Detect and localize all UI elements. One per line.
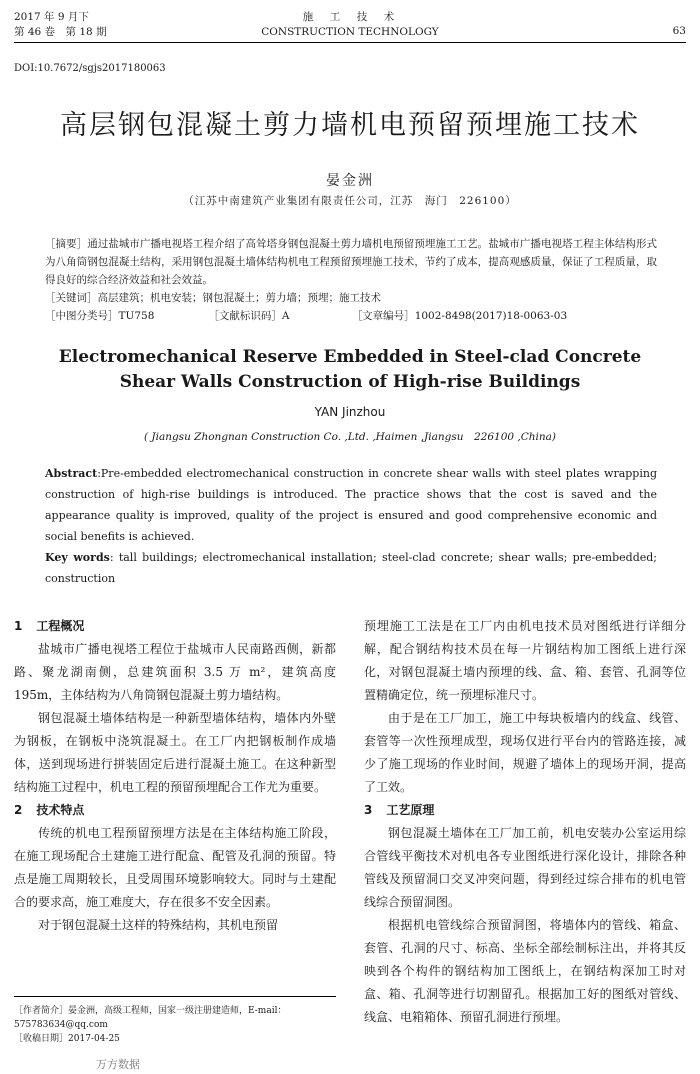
footnote-rule <box>14 996 336 997</box>
title-en <box>0 345 700 395</box>
title-en-line2: Shear Walls Construction of High-rise Buildings <box>119 372 581 392</box>
author-cn: 晏金洲 <box>326 173 374 189</box>
received-date-value: 2017-04-25 <box>68 1034 120 1044</box>
abstract-en-label: Abstract <box>45 467 98 480</box>
section-1-title: 工程概况 <box>36 619 85 633</box>
header-journal <box>0 10 700 40</box>
watermark: 万方数据 <box>96 1058 140 1071</box>
title-cn: 高层钢包混凝土剪力墙机电预留预埋施工技术 <box>60 110 640 141</box>
abstract-en-text: :Pre-embedded electromechanical construction in concrete shear walls with steel plates wrapping construction of high-rise buildings is introduced. The practice shows that the cost is saved and the appearance quality is improved, quality of the project is ensured and good comprehensive economic and social benefits is achieved. <box>45 467 657 543</box>
author-bio-label: ［作者简介］ <box>14 1006 69 1016</box>
clc-item <box>45 307 205 325</box>
article-no-item <box>352 307 567 325</box>
footnote <box>14 1004 336 1046</box>
section-1-number: 1 <box>14 619 23 633</box>
body-column-right <box>364 615 686 1029</box>
keywords-cn-text: 高层建筑；机电安装；钢包混凝土；剪力墙；预埋；施工技术 <box>97 292 381 304</box>
abstract-cn <box>45 235 657 289</box>
clc-value: TU758 <box>118 310 155 322</box>
section-2-paragraph-2-continued: 预埋施工工法是在工厂内由机电技术员对图纸进行详细分解，配合钢结构技术员在每一片钢结构加工图纸上进行深化，对钢包混凝土墙内预埋的线、盒、箱、套管、孔洞等位置精确定位，统一预埋标准尺寸。 <box>364 619 686 702</box>
keywords-en-text: : tall buildings; electromechanical installation; steel-clad concrete; shear walls; pre-embedded; construction <box>45 551 657 585</box>
section-3-number: 3 <box>364 803 373 817</box>
abstract-cn-block <box>45 235 657 325</box>
doc-code-label: ［文献标识码］ <box>208 310 282 322</box>
section-2-paragraph-2: 对于钢包混凝土这样的特殊结构，其机电预留 <box>38 918 279 932</box>
section-1-heading <box>14 615 336 638</box>
abstract-cn-label: ［摘要］ <box>45 238 88 250</box>
doc-code-value: A <box>281 310 290 322</box>
header-journal-cn: 施 工 技 术 <box>302 11 398 23</box>
section-2-title: 技术特点 <box>36 803 85 817</box>
section-2-heading <box>14 799 336 822</box>
doi: DOI:10.7672/sgjs2017180063 <box>14 63 166 74</box>
received-date-label: ［收稿日期］ <box>14 1034 69 1044</box>
section-3-paragraph-2: 根据机电管线综合预留洞图，将墙体内的管线、箱盒、套管、孔洞的尺寸、标高、坐标全部绘制标注出，并将其反映到各个构件的钢结构加工图纸上，在钢结构深加工时对盒、箱、孔洞等进行切割留孔。根据加工好的图纸对管线、线盒、电箱箱体、预留孔洞进行预埋。 <box>364 918 686 1024</box>
title-en-line1: Electromechanical Reserve Embedded in Steel-clad Concrete <box>58 347 642 367</box>
section-3-title: 工艺原理 <box>386 803 435 817</box>
doc-code-item <box>208 307 348 325</box>
article-no-value: 1002-8498(2017)18-0063-03 <box>414 310 568 322</box>
header-journal-en: CONSTRUCTION TECHNOLOGY <box>261 26 439 38</box>
author-bio <box>14 1004 336 1032</box>
section-2-paragraph-1: 传统的机电工程预留预埋方法是在主体结构施工阶段，在施工现场配合土建施工进行配盒、配管及孔洞的预留。特点是施工周期较长，且受周围环境影响较大。同时与土建配合的要求高，施工难度大，存在很多不安全因素。 <box>14 826 336 909</box>
header-date: 2017 年 9 月下 <box>14 11 89 23</box>
abstract-en-block <box>45 463 657 589</box>
header-volume-issue: 第 46 卷 第 18 期 <box>14 26 107 38</box>
section-3-heading <box>364 799 686 822</box>
keywords-cn-label: ［关键词］ <box>45 292 98 304</box>
section-3-paragraph-1: 钢包混凝土墙体在工厂加工前，机电安装办公室运用综合管线平衡技术对机电各专业图纸进行深化设计，排除各种管线及预留洞口交叉冲突问题，得到经过综合排布的机电管线综合预留洞图。 <box>364 826 686 909</box>
clc-label: ［中图分类号］ <box>45 310 119 322</box>
affiliation-en: ( Jiangsu Zhongnan Construction Co. ,Ltd. ,Haimen ,Jiangsu 226100 ,China) <box>143 431 557 443</box>
abstract-cn-text: 通过盐城市广播电视塔工程介绍了高耸塔身钢包混凝土剪力墙机电预留预埋施工工艺。盐城市广播电视塔工程主体结构形式为八角筒钢包混凝土结构，采用钢包混凝土墙体结构机电工程预留预埋施工技术，节约了成本，提高观感质量，保证了工程质量，取得良好的综合经济效益和社会效益。 <box>45 238 658 286</box>
section-1-paragraph-1: 盐城市广播电视塔工程位于盐城市人民南路西侧，新都路、聚龙湖南侧，总建筑面积 3.5 万 m²，建筑高度 195m，主体结构为八角筒钢包混凝土剪力墙结构。 <box>14 642 336 702</box>
section-2-paragraph-3: 由于是在工厂加工，施工中每块板墙内的线盒、线管、套管等一次性预埋成型，现场仅进行平台内的管路连接，减少了施工现场的作业时间，规避了墙体上的现场开洞，提高了工效。 <box>364 711 686 794</box>
section-2-number: 2 <box>14 803 23 817</box>
section-1-paragraph-2: 钢包混凝土墙体结构是一种新型墙体结构，墙体内外壁为钢板，在钢板中浇筑混凝土。在工厂内把钢板制作成墙体，送到现场进行拼装固定后进行混凝土施工。在这种新型结构施工过程中，机电工程的预留预埋配合工作尤为重要。 <box>14 711 336 794</box>
received-date <box>14 1032 336 1046</box>
article-no-label: ［文章编号］ <box>351 310 415 322</box>
author-en: YAN Jinzhou <box>314 405 386 419</box>
keywords-en <box>45 547 657 589</box>
body-column-left <box>14 615 336 937</box>
keywords-en-label: Key words <box>45 551 110 564</box>
header-page-number: 63 <box>672 25 686 37</box>
header-rule <box>14 42 686 43</box>
author-bio-text: 晏金洲，高级工程师，国家一级注册建造师，E-mail：575783634@qq.com <box>14 1006 287 1030</box>
abstract-en <box>45 463 657 547</box>
affiliation-cn: （江苏中南建筑产业集团有限责任公司，江苏 海门 226100） <box>183 195 517 207</box>
classification-row <box>45 307 657 325</box>
keywords-cn <box>45 289 657 307</box>
